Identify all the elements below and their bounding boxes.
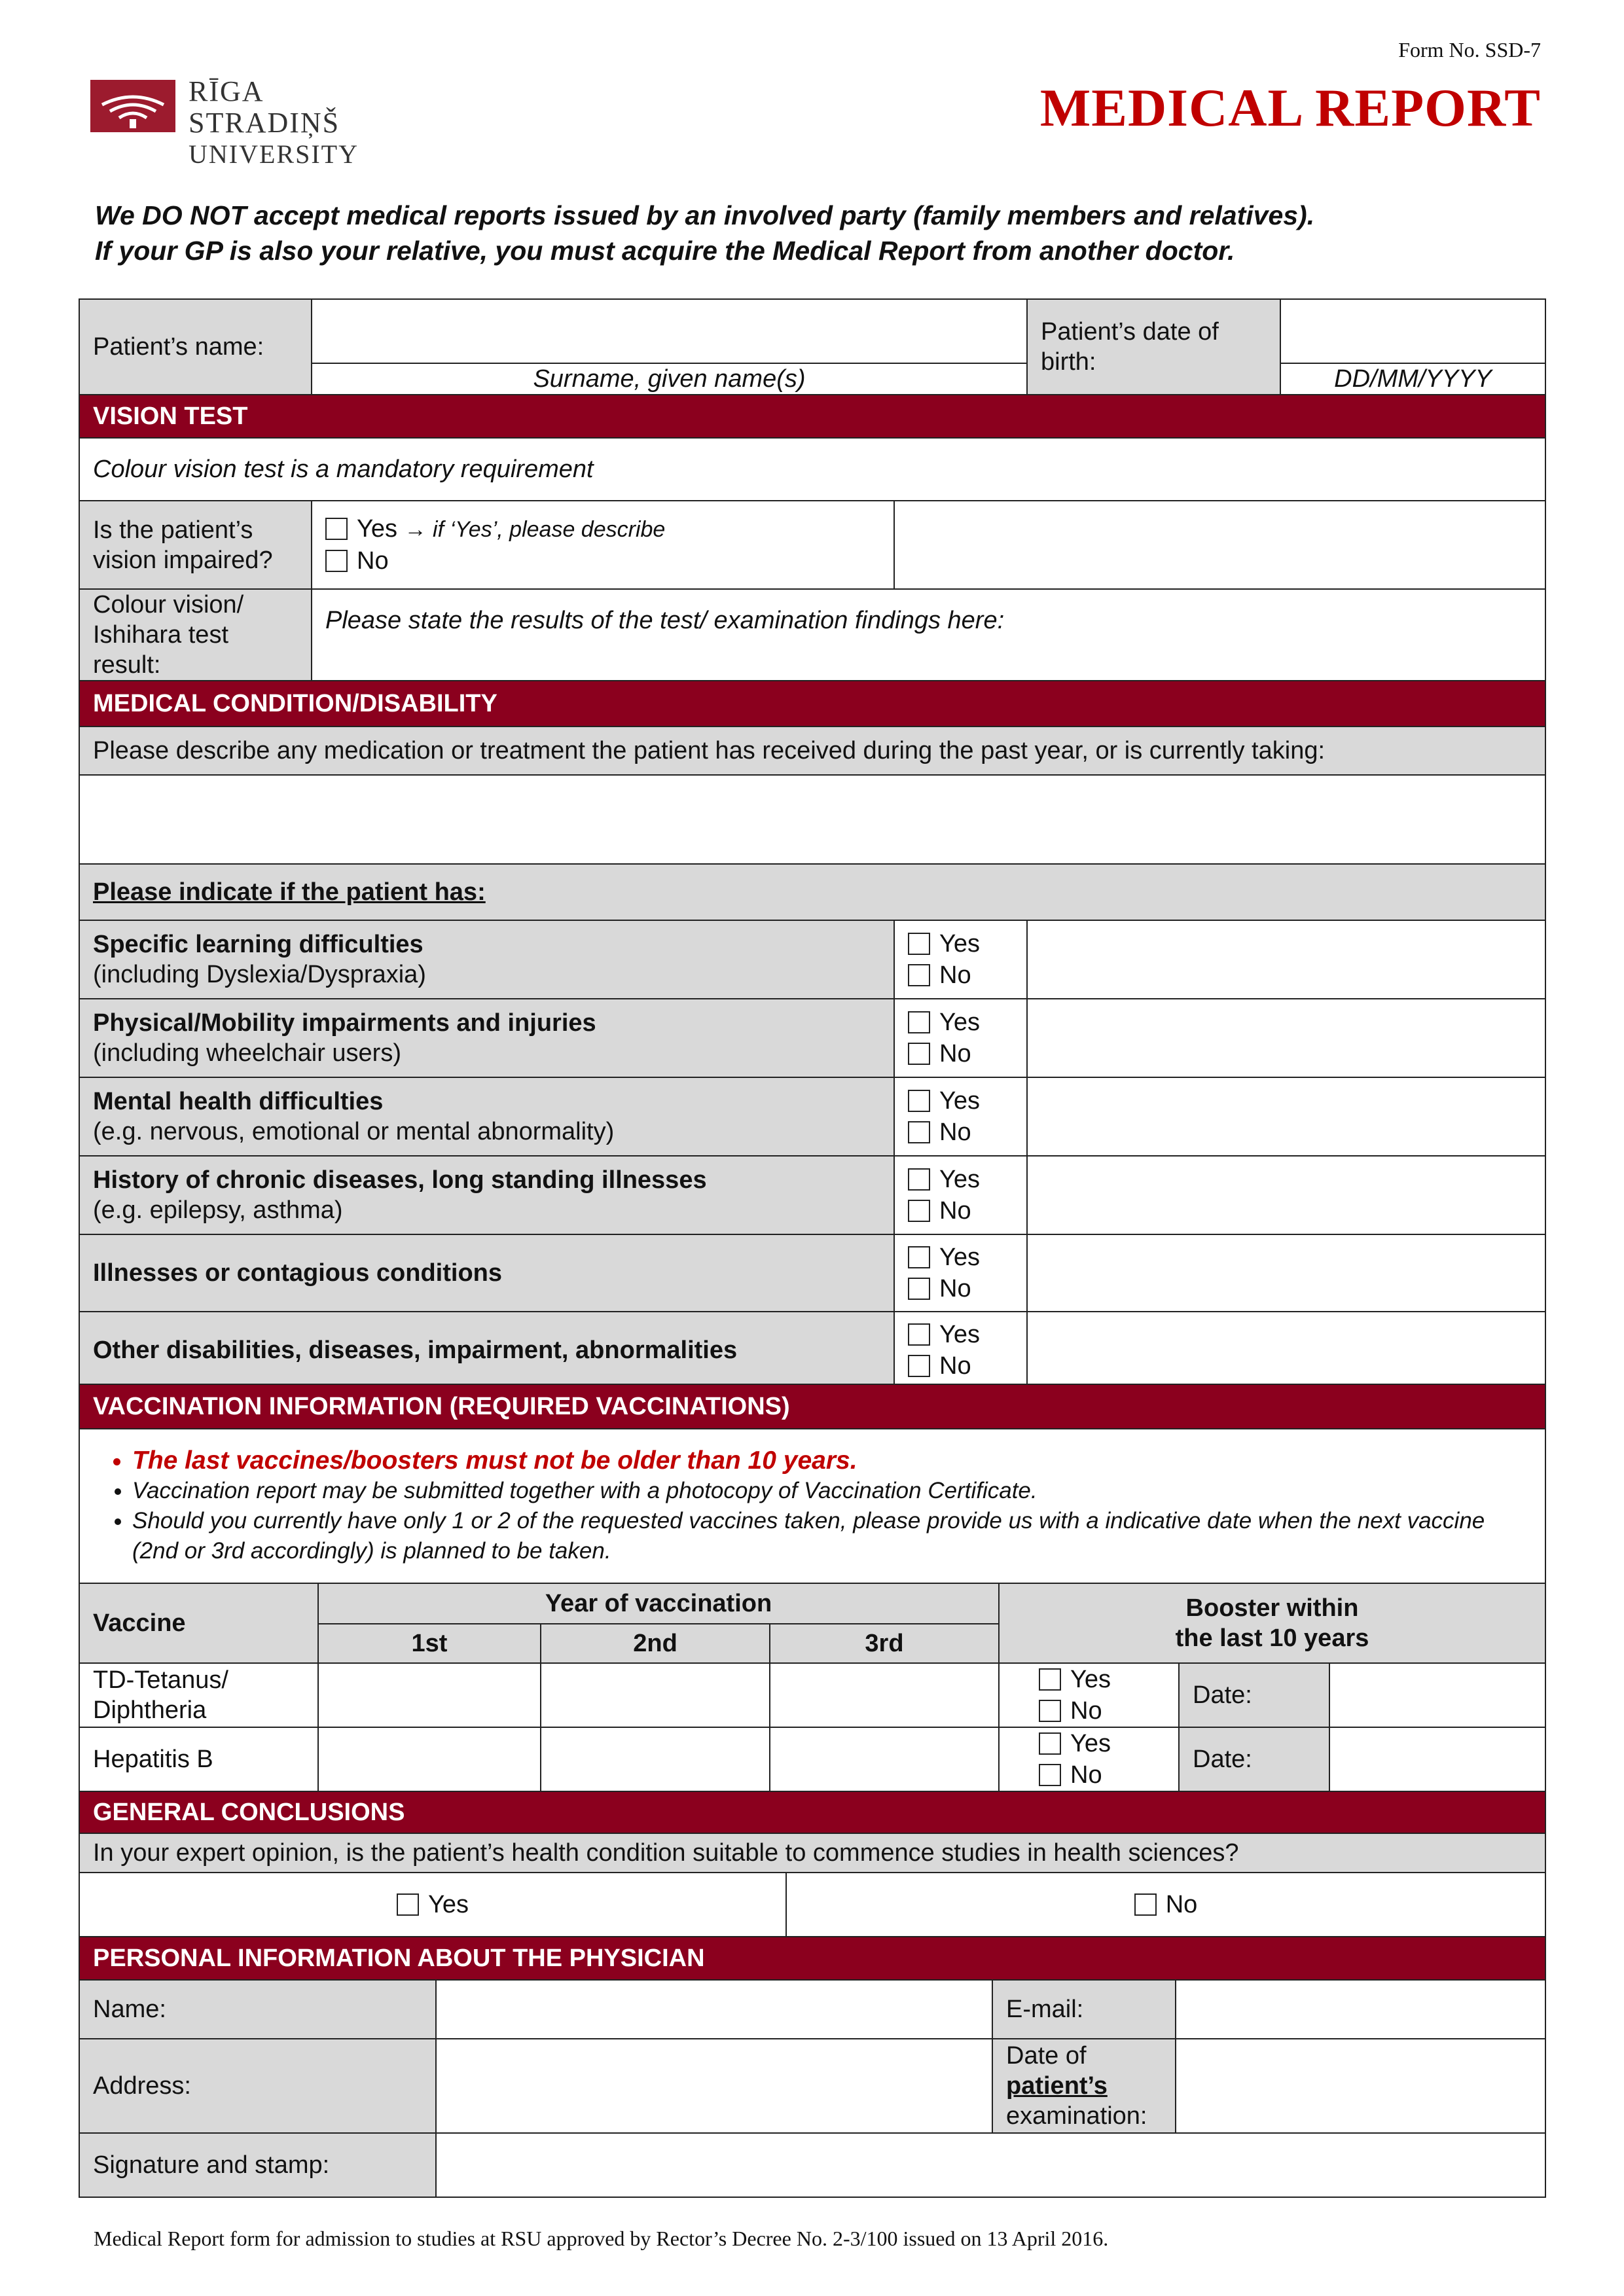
condition-details-field[interactable]	[1027, 999, 1545, 1077]
checkbox-icon[interactable]	[1039, 1668, 1061, 1691]
exam-date-field[interactable]	[1176, 2039, 1545, 2133]
vision-description-field[interactable]	[894, 501, 1545, 589]
colour-vision-result-field[interactable]: Please state the results of the test/ examination findings here:	[312, 589, 1545, 681]
condition-yes-no: Yes No	[894, 1234, 1027, 1312]
checkbox-icon[interactable]	[908, 1278, 930, 1300]
booster-yes-no: Yes No	[999, 1727, 1179, 1791]
booster-date-label: Date:	[1179, 1663, 1329, 1727]
vaccination-table	[79, 1384, 1546, 1792]
checkbox-icon[interactable]	[908, 1246, 930, 1268]
physician-name-field[interactable]	[436, 1980, 992, 2039]
condition-details-field[interactable]	[1027, 1312, 1545, 1389]
physician-name-label: Name:	[79, 1980, 436, 2039]
condition-label: Specific learning difficulties (including Dyslexia/Dyspraxia)	[79, 920, 894, 999]
col-1st: 1st	[318, 1624, 541, 1663]
physician-email-label: E-mail:	[992, 1980, 1176, 2039]
checkbox-icon[interactable]	[1134, 1893, 1157, 1916]
vaccine-name: TD-Tetanus/ Diphtheria	[79, 1663, 318, 1727]
checkbox-icon[interactable]	[908, 1090, 930, 1112]
checkbox-icon[interactable]	[908, 933, 930, 955]
section-vaccination: VACCINATION INFORMATION (REQUIRED VACCINATIONS)	[79, 1384, 1545, 1429]
logo-text-line1: RĪGA STRADIŅŠ	[189, 75, 340, 139]
patient-name-hint: Surname, given name(s)	[312, 363, 1027, 395]
checkbox-icon[interactable]	[1039, 1764, 1061, 1786]
year-header: Year of vaccination	[318, 1583, 999, 1624]
booster-date-field[interactable]	[1329, 1663, 1545, 1727]
patient-medical-table	[79, 298, 1546, 1390]
section-physician: PERSONAL INFORMATION ABOUT THE PHYSICIAN	[79, 1937, 1545, 1980]
condition-yes-no: Yes No	[894, 1156, 1027, 1234]
col-3rd: 3rd	[770, 1624, 999, 1663]
section-general-conclusions: GENERAL CONCLUSIONS	[79, 1791, 1545, 1833]
vaccine-3rd-field[interactable]	[770, 1727, 999, 1791]
condition-label: Mental health difficulties (e.g. nervous, emotional or mental abnormality)	[79, 1077, 894, 1156]
condition-details-field[interactable]	[1027, 1156, 1545, 1234]
condition-yes-no: Yes No	[894, 1077, 1027, 1156]
checkbox-icon[interactable]	[908, 1043, 930, 1065]
dob-hint: DD/MM/YYYY	[1280, 363, 1545, 395]
vaccination-note-3: • Should you currently have only 1 or 2 of the requested vaccines taken, please provide us with a indicative date when the next vaccine (2nd or 3rd accordingly) is planned to be taken.	[132, 1506, 1532, 1566]
vaccine-1st-field[interactable]	[318, 1727, 541, 1791]
condition-yes-no: Yes No	[894, 999, 1027, 1077]
indicate-label: Please indicate if the patient has:	[79, 864, 1545, 920]
vaccine-3rd-field[interactable]	[770, 1663, 999, 1727]
booster-header: Booster within the last 10 years	[999, 1583, 1545, 1663]
condition-label: History of chronic diseases, long standing illnesses (e.g. epilepsy, asthma)	[79, 1156, 894, 1234]
condition-details-field[interactable]	[1027, 1077, 1545, 1156]
signature-field[interactable]	[436, 2133, 1545, 2197]
page-title: MEDICAL REPORT	[1039, 78, 1541, 137]
condition-row	[79, 1312, 1545, 1389]
notice-line-1: We DO NOT accept medical reports issued by an involved party (family members and relatives).	[95, 200, 1315, 230]
medication-prompt: Please describe any medication or treatment the patient has received during the past year, or is currently taking:	[79, 726, 1545, 775]
checkbox-icon[interactable]	[908, 1011, 930, 1033]
vaccine-2nd-field[interactable]	[541, 1663, 770, 1727]
conclusion-question: In your expert opinion, is the patient’s health condition suitable to commence studies in health sciences?	[79, 1833, 1545, 1873]
checkbox-icon[interactable]	[397, 1893, 419, 1916]
checkbox-icon[interactable]	[1039, 1700, 1061, 1722]
vaccination-note-1: • The last vaccines/boosters must not be older than 10 years.	[132, 1446, 1532, 1476]
checkbox-icon[interactable]	[908, 964, 930, 986]
condition-details-field[interactable]	[1027, 1234, 1545, 1312]
section-vision-test: VISION TEST	[79, 395, 1545, 438]
colour-vision-label: Colour vision/ Ishihara test result:	[79, 589, 312, 681]
checkbox-icon[interactable]	[325, 518, 348, 540]
vaccination-notes	[79, 1429, 1545, 1583]
vision-impaired-label: Is the patient’s vision impaired?	[79, 501, 312, 589]
conclusions-table	[79, 1791, 1546, 1937]
vaccine-header: Vaccine	[79, 1583, 318, 1663]
exam-date-label: Date of patient’s examination:	[992, 2039, 1176, 2133]
checkbox-icon[interactable]	[908, 1355, 930, 1377]
checkbox-icon[interactable]	[908, 1323, 930, 1346]
vision-yes-option[interactable]: Yes → if ‘Yes’, please describe	[325, 513, 880, 545]
condition-row	[79, 1156, 1545, 1234]
condition-row	[79, 1234, 1545, 1312]
vision-no-option[interactable]: No	[325, 545, 880, 577]
booster-date-field[interactable]	[1329, 1727, 1545, 1791]
footer-text: Medical Report form for admission to studies at RSU approved by Rector’s Decree No. 2-3/100 issued on 13 April 2016.	[94, 2227, 1109, 2250]
condition-row	[79, 1077, 1545, 1156]
vaccine-row	[79, 1727, 1545, 1791]
condition-yes-no: Yes No	[894, 1312, 1027, 1389]
conclusion-yes-option[interactable]: Yes	[79, 1873, 786, 1937]
section-medical-condition: MEDICAL CONDITION/DISABILITY	[79, 681, 1545, 726]
physician-address-label: Address:	[79, 2039, 436, 2133]
patient-name-field[interactable]	[312, 299, 1027, 363]
vision-impaired-options	[312, 501, 894, 589]
checkbox-icon[interactable]	[908, 1168, 930, 1191]
dob-field[interactable]	[1280, 299, 1545, 363]
condition-row	[79, 999, 1545, 1077]
col-2nd: 2nd	[541, 1624, 770, 1663]
booster-date-label: Date:	[1179, 1727, 1329, 1791]
university-logo	[90, 71, 418, 169]
vision-note: Colour vision test is a mandatory requirement	[79, 438, 1545, 501]
vaccine-row	[79, 1663, 1545, 1727]
form-number: Form No. SSD-7	[1398, 38, 1541, 62]
checkbox-icon[interactable]	[908, 1200, 930, 1222]
logo-text-line2: UNIVERSITY	[189, 139, 359, 169]
physician-address-field[interactable]	[436, 2039, 992, 2133]
patient-name-label: Patient’s name:	[79, 299, 312, 395]
condition-row	[79, 920, 1545, 999]
vaccine-1st-field[interactable]	[318, 1663, 541, 1727]
booster-yes-no: Yes No	[999, 1663, 1179, 1727]
notice-text	[95, 198, 1548, 268]
condition-details-field[interactable]	[1027, 920, 1545, 999]
condition-label: Illnesses or contagious conditions	[79, 1234, 894, 1312]
checkbox-icon[interactable]	[908, 1121, 930, 1143]
checkbox-icon[interactable]	[325, 550, 348, 572]
checkbox-icon[interactable]	[1039, 1732, 1061, 1755]
dob-label: Patient’s date of birth:	[1027, 299, 1280, 395]
vaccine-2nd-field[interactable]	[541, 1727, 770, 1791]
medication-field[interactable]	[79, 775, 1545, 864]
condition-yes-no: Yes No	[894, 920, 1027, 999]
notice-line-2: If your GP is also your relative, you must acquire the Medical Report from another doctor.	[95, 236, 1235, 266]
vaccination-note-2: • Vaccination report may be submitted together with a photocopy of Vaccination Certificate.	[132, 1476, 1532, 1506]
physician-table	[79, 1936, 1546, 2198]
signature-label: Signature and stamp:	[79, 2133, 436, 2197]
physician-email-field[interactable]	[1176, 1980, 1545, 2039]
condition-label: Other disabilities, diseases, impairment, abnormalities	[79, 1312, 894, 1389]
conclusion-no-option[interactable]: No	[786, 1873, 1545, 1937]
vision-yes-hint: → if ‘Yes’, please describe	[404, 517, 666, 542]
vaccine-name: Hepatitis B	[79, 1727, 318, 1791]
condition-label: Physical/Mobility impairments and injuries (including wheelchair users)	[79, 999, 894, 1077]
